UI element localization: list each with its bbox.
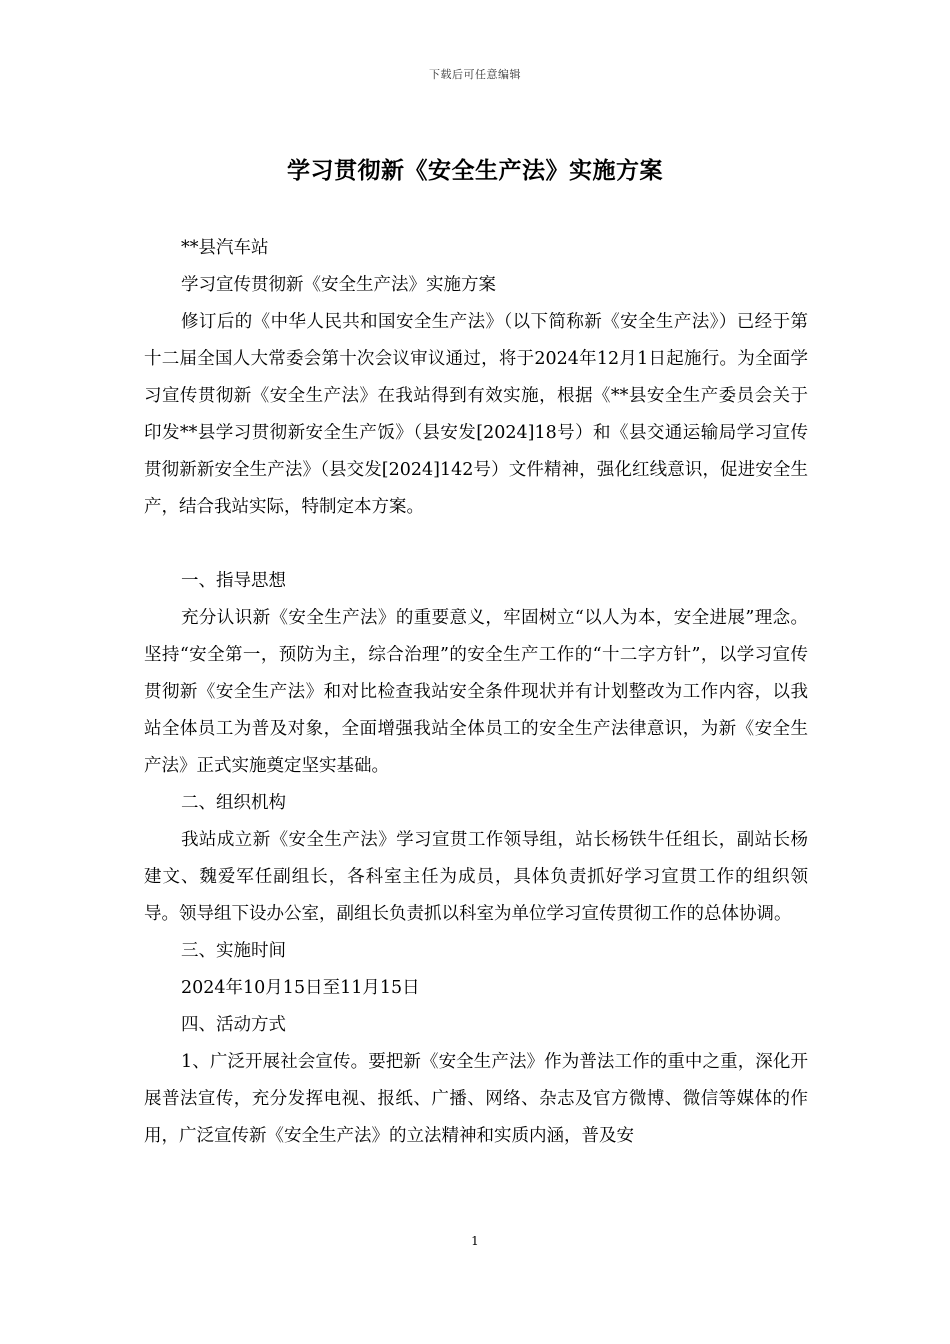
section-heading-schedule: 三、实施时间 <box>181 941 286 961</box>
section-body-guiding-ideology: 充分认识新《安全生产法》的重要意义，牢固树立“以人为本，安全进展”理念。坚持“安全第一，预防为主，综合治理”的安全生产工作的“十二字方针”，以学习宣传贯彻新《安全生产法》和对比检查我站安全条件现状并有计划整改为工作内容，以我站全体员工为普及对象，全面增强我站全体员工的安全生产法律意识，为新《安全生产法》正式实施奠定坚实基础。 <box>144 608 808 776</box>
organization-name: **县汽车站 <box>181 238 269 258</box>
intro-paragraph: 修订后的《中华人民共和国安全生产法》（以下简称新《安全生产法》）已经于第十二届全国人大常委会第十次会议审议通过，将于2024年12月1日起施行。为全面学习宣传贯彻新《安全生产法》在我站得到有效实施，根据《**县安全生产委员会关于印发**县学习贯彻新安全生产饭》（县安发[2024]18号）和《县交通运输局学习宣传贯彻新新安全生产法》（县交发[2024]142号）文件精神，强化红线意识，促进安全生产，结合我站实际，特制定本方案。 <box>144 312 808 517</box>
document-body <box>144 230 808 1155</box>
section-body-schedule: 2024年10月15日至11月15日 <box>181 978 420 998</box>
section-item-publicity: 1、广泛开展社会宣传。要把新《安全生产法》作为普法工作的重中之重，深化开展普法宣传，充分发挥电视、报纸、广播、网络、杂志及官方微博、微信等媒体的作用，广泛宣传新《安全生产法》的立法精神和实质内涵，普及安 <box>144 1052 808 1146</box>
page-number: 1 <box>471 1234 479 1248</box>
document-title: 学习贯彻新《安全生产法》实施方案 <box>287 158 663 184</box>
section-heading-organization: 二、组织机构 <box>181 793 286 813</box>
section-heading-guiding-ideology: 一、指导思想 <box>181 571 286 591</box>
plan-subtitle: 学习宣传贯彻新《安全生产法》实施方案 <box>181 275 496 295</box>
section-body-organization: 我站成立新《安全生产法》学习宣贯工作领导组，站长杨铁牛任组长，副站长杨建文、魏爱军任副组长，各科室主任为成员，具体负责抓好学习宣贯工作的组织领导。领导组下设办公室，副组长负责抓以科室为单位学习宣传贯彻工作的总体协调。 <box>144 830 808 924</box>
header-note: 下载后可任意编辑 <box>429 68 521 81</box>
section-heading-activities: 四、活动方式 <box>181 1015 286 1035</box>
